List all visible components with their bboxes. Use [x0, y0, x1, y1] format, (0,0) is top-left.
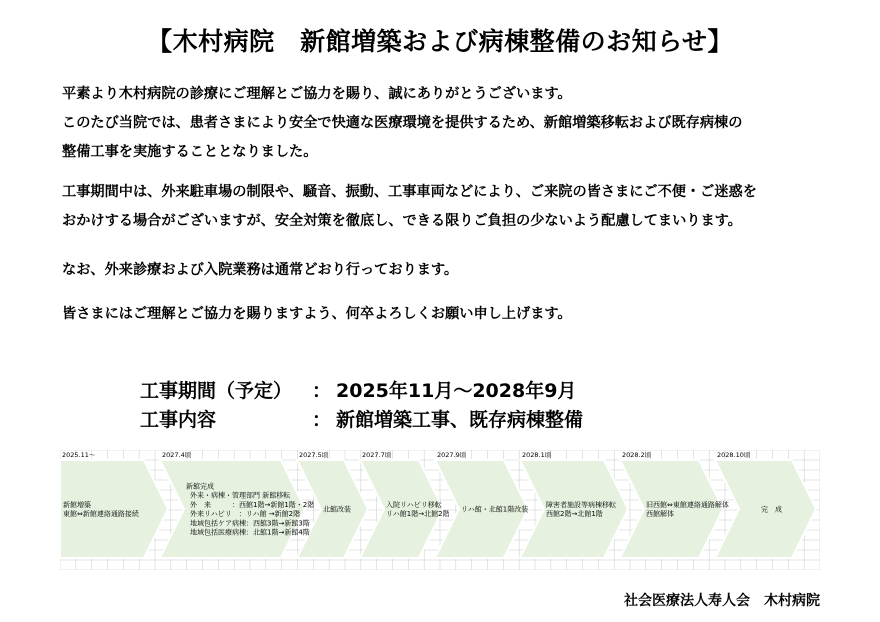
text-line: 整備工事を実施することとなりました。 — [62, 144, 318, 160]
paragraph-operations — [62, 256, 842, 285]
paragraph-intro — [62, 80, 842, 167]
phase-arrow — [520, 460, 628, 558]
content-label: 工事内容 — [140, 409, 217, 431]
timeline-arrows — [60, 460, 816, 558]
paragraph-closing — [62, 300, 842, 329]
paragraph-inconvenience — [62, 178, 842, 236]
phase-text: 西館2階→北館1階 — [546, 510, 603, 519]
phase-text: 新館完成 — [186, 482, 214, 491]
phase-date: 2028.1頃 — [522, 451, 552, 459]
period-value: 2025年11月～2028年9月 — [336, 380, 577, 402]
colon: ： — [312, 409, 332, 431]
hospital-signature: 社会医療法人寿人会 木村病院 — [624, 593, 820, 609]
text-line: なお、外来診療および入院業務は通常どおり行っております。 — [62, 262, 459, 278]
phase-date: 2027.7頃 — [362, 451, 392, 459]
text-line: 平素より木村病院の診療にご理解とご協力を賜り、誠にありがとうございます。 — [62, 86, 572, 102]
phase-arrow — [620, 460, 723, 558]
phase-text: 外 来 ：西館1階→新館1階・2階 — [190, 500, 315, 509]
colon: ： — [312, 380, 332, 402]
phase-arrow — [160, 460, 305, 558]
phase-arrow — [60, 460, 168, 558]
content-value: 新館増築工事、既存病棟整備 — [336, 409, 584, 431]
phase-text: 地域包括医療病棟：北館1階→新館4階 — [190, 528, 310, 537]
construction-period — [140, 376, 576, 403]
period-label: 工事期間（予定） — [140, 380, 293, 402]
phase-text: 西館解体 — [646, 510, 674, 519]
phase-arrow — [360, 460, 443, 558]
text-line: 皆さまにはご理解とご協力を賜りますよう、何卒よろしくお願い申し上げます。 — [62, 306, 572, 322]
phase-text: 入院リハビリ移転 — [386, 500, 442, 509]
phase-text: リハ館・北館1階改装 — [461, 505, 529, 514]
phase-date: 2027.4頃 — [162, 451, 192, 459]
phase-date: 2028.10頃 — [717, 451, 751, 459]
text-line: このたび当院では、患者さまにより安全で快適な医療環境を提供するため、新館増築移転および既存病棟の — [62, 115, 743, 131]
text-line: 工事期間中は、外来駐車場の制限や、騒音、振動、工事車両などにより、ご来院の皆さまにご不便・ご迷惑を — [62, 184, 757, 200]
phase-text: リハ館1階→北館2階 — [386, 510, 450, 519]
phase-date: 2027.5頃 — [299, 451, 329, 459]
notice-title: 【木村病院 新館増築および病棟整備のお知らせ】 — [147, 27, 733, 56]
text-line: おかけする場合がございますが、安全対策を徹底し、できる限りご負担の少ないよう配慮してまいります。 — [62, 213, 742, 229]
phase-text: 障害者施設等病棟移転 — [546, 500, 616, 509]
construction-timeline — [60, 450, 820, 570]
phase-date: 2025.11～ — [62, 451, 96, 459]
phase-date: 2027.9頃 — [437, 451, 467, 459]
phase-text: 東館⇔新館連絡通路接続 — [63, 510, 139, 519]
phase-text: 北館改装 — [323, 505, 351, 514]
phase-text: 地域包括ケア病棟：西館3階→新館3階 — [190, 519, 310, 528]
phase-text: 外来リハビリ ：リハ館 →新館2階 — [190, 510, 301, 519]
phase-text: 外来・病棟・管理部門 新館移転 — [190, 491, 291, 500]
phase-text: 新館増築 — [63, 500, 91, 509]
phase-text: 旧西館⇔東館連絡通路解体 — [646, 500, 729, 509]
phase-date: 2028.2頃 — [622, 451, 652, 459]
construction-content — [140, 405, 583, 432]
phase-text: 完 成 — [761, 505, 782, 514]
